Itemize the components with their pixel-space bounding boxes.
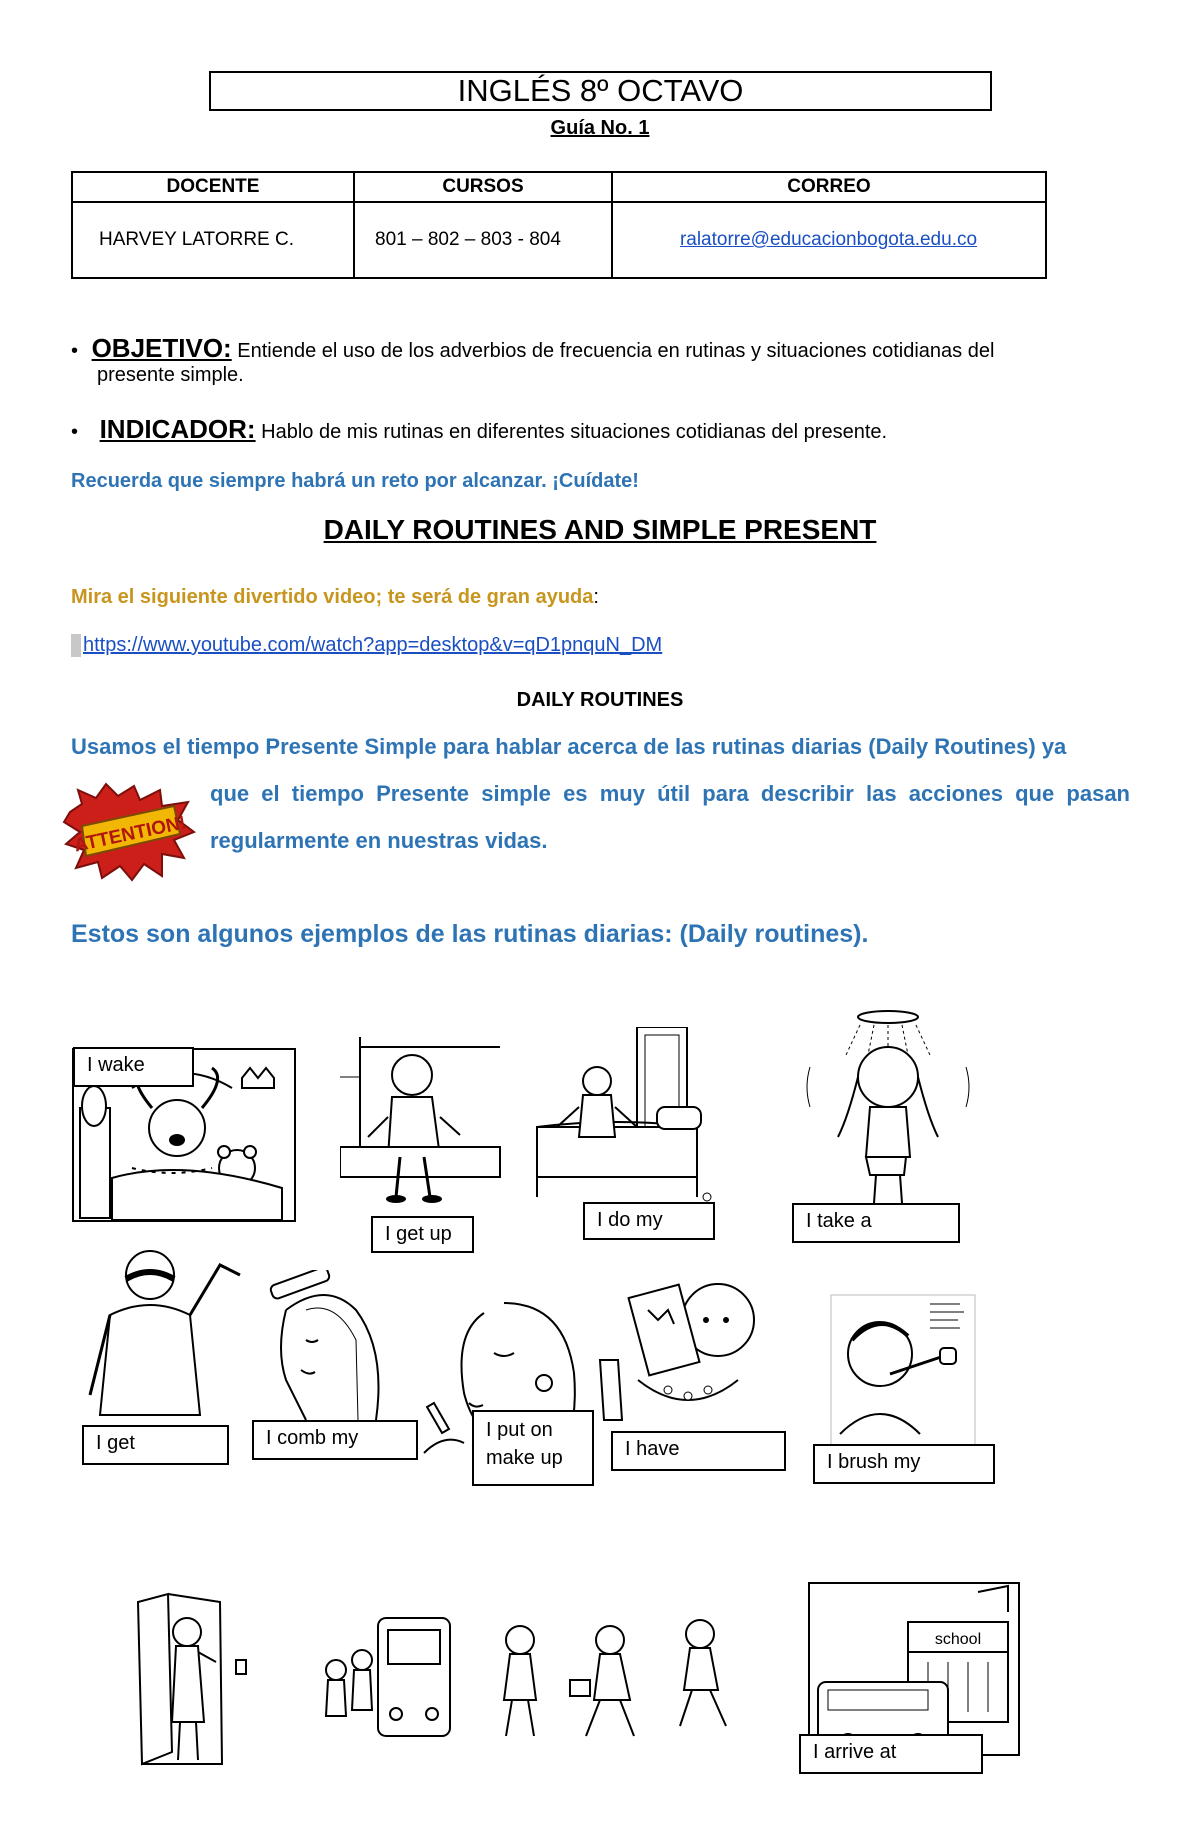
objective-label: OBJETIVO: <box>91 333 232 363</box>
reminder-text: Recuerda que siempre habrá un reto por alcanzar. ¡Cuídate! <box>71 470 639 492</box>
school-sign-text: school <box>934 1631 982 1648</box>
label-i-wake: I wake <box>73 1047 194 1087</box>
label-i-get: I get <box>82 1425 229 1465</box>
attention-icon <box>62 782 196 882</box>
email-link[interactable]: ralatorre@educacionbogota.edu.co <box>679 229 978 250</box>
section-title: DAILY ROUTINES AND SIMPLE PRESENT <box>323 514 877 545</box>
combing-hair-picture <box>246 1270 400 1425</box>
teacher-name: HARVEY LATORRE C. <box>72 202 354 278</box>
indicator-label: INDICADOR: <box>99 414 256 444</box>
info-table <box>71 171 1047 279</box>
label-i-brush-my: I brush my <box>813 1444 995 1484</box>
label-i-put-on-make-up <box>472 1410 594 1486</box>
arriving-at-school-picture <box>808 1582 1024 1756</box>
label-put-on-line-2: make up <box>486 1447 563 1469</box>
label-i-comb-my: I comb my <box>252 1420 418 1460</box>
label-i-arrive-at: I arrive at <box>799 1734 983 1774</box>
para-line-3: regularmente en nuestras vidas. <box>210 828 548 853</box>
indicator-bullet: • <box>71 421 79 443</box>
examples-title: Estos son algunos ejemplos de las rutinas diarias: (Daily routines). <box>71 920 869 948</box>
getting-dressed-picture <box>80 1245 250 1430</box>
para-line-2: que el tiempo Presente simple es muy útil para describir las acciones que pasan <box>210 781 1130 806</box>
brushing-teeth-picture <box>830 1294 976 1446</box>
indicator-row <box>71 414 887 445</box>
label-i-do-my: I do my <box>583 1202 715 1240</box>
label-i-have: I have <box>611 1431 786 1471</box>
guide-number: Guía No. 1 <box>550 117 650 139</box>
objective-bullet: • <box>71 340 79 362</box>
attention-sign-text: ATTENTION! <box>72 812 188 857</box>
label-i-get-up: I get up <box>371 1216 474 1253</box>
header-docente: DOCENTE <box>72 172 354 202</box>
daily-routines-title: DAILY ROUTINES <box>516 689 684 711</box>
leaving-home-picture <box>132 1592 256 1766</box>
breakfast-picture <box>598 1270 770 1440</box>
video-link[interactable]: https://www.youtube.com/watch?app=desktop&v=qD1pnquN_DM <box>71 634 662 657</box>
objective-text-cont: presente simple. <box>97 364 244 386</box>
courses: 801 – 802 – 803 - 804 <box>354 202 612 278</box>
objective-row <box>71 333 994 364</box>
page-title: INGLÉS 8º OCTAVO <box>209 71 992 111</box>
video-intro: Mira el siguiente divertido video; te será de gran ayuda: <box>71 586 599 608</box>
label-put-on-line-1: I put on <box>486 1419 553 1441</box>
walking-to-school-picture <box>490 1610 740 1742</box>
label-i-take-a: I take a <box>792 1203 960 1243</box>
indicator-text: Hablo de mis rutinas en diferentes situaciones cotidianas del presente. <box>261 421 888 443</box>
making-bed-picture <box>527 1027 713 1207</box>
school-bus-picture <box>306 1610 456 1738</box>
taking-shower-picture <box>800 1007 976 1207</box>
getting-up-picture <box>340 1037 502 1207</box>
objective-text: Entiende el uso de los adverbios de frecuencia en rutinas y situaciones cotidianas del <box>237 340 995 362</box>
header-cursos: CURSOS <box>354 172 612 202</box>
header-correo: CORREO <box>612 172 1046 202</box>
para-line-1: Usamos el tiempo Presente Simple para hablar acerca de las rutinas diarias (Daily Routines) ya <box>71 734 1067 759</box>
